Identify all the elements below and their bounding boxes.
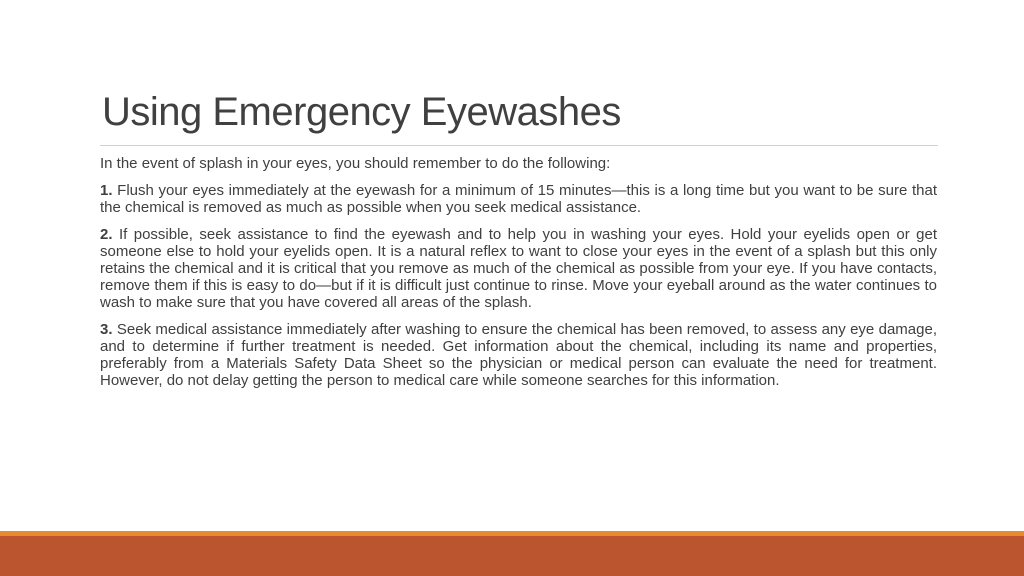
step-number: 1.: [100, 182, 113, 199]
slide-body: [100, 155, 937, 399]
step-text: Flush your eyes immediately at the eyewash for a minimum of 15 minutes—this is a long time but you want to be sure that the chemical is removed as much as possible when you seek medical assistance.: [100, 182, 937, 216]
intro-text: In the event of splash in your eyes, you should remember to do the following:: [100, 155, 611, 172]
title-divider: [100, 145, 938, 146]
footer-band: [0, 536, 1024, 576]
step-text: Seek medical assistance immediately after washing to ensure the chemical has been removed, to assess any eye damage, and to determine if further treatment is needed. Get information about the chemical, including its name and properties, preferably from a Materials Safety Data Sheet so the physician or medical person can evaluate the need for treatment. However, do not delay getting the person to medical care while someone searches for this information.: [100, 321, 937, 389]
step-number: 2.: [100, 226, 113, 243]
step-1: [100, 182, 937, 216]
step-text: If possible, seek assistance to find the eyewash and to help you in washing your eyes. Hold your eyelids open or get someone else to hold your eyelids open. It is a natural reflex to want to close your eyes in the event of a splash but this only retains the chemical and it is critical that you remove as much of the chemical as possible from your eye. If you have contacts, remove them if this is easy to do—but if it is difficult just continue to rinse. Move your eyeball around as the water continues to wash to make sure that you have covered all areas of the splash.: [100, 226, 937, 311]
step-3: [100, 321, 937, 389]
slide-title: Using Emergency Eyewashes: [102, 90, 621, 134]
step-number: 3.: [100, 321, 113, 338]
step-2: [100, 226, 937, 311]
